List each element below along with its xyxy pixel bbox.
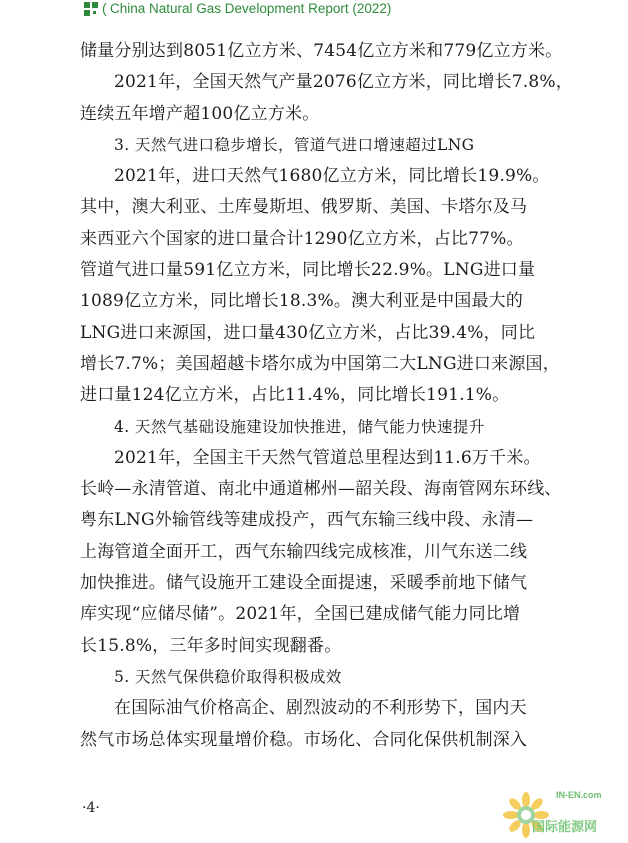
paragraph-line: 加快推进。储气设施开工建设全面提速，采暖季前地下储气 [80,573,528,594]
paragraph-line: 库实现“应储尽储”。2021年，全国已建成储气能力同比增 [80,604,521,625]
paragraph-line: 2021年，全国天然气产量2076亿立方米，同比增长7.8%， [114,72,573,93]
paragraph-line: 管道气进口量591亿立方米，同比增长22.9%。LNG进口量 [80,260,536,281]
section-heading: 3. 天然气进口稳步增长，管道气进口增速超过LNG [114,135,475,154]
paragraph-line: 在国际油气价格高企、剧烈波动的不利形势下，国内天 [114,698,527,719]
page-header [0,0,628,22]
watermark-name: 国际能源网 [532,820,598,835]
paragraph-line: 1089亿立方米，同比增长18.3%。澳大利亚是中国最大的 [80,291,524,312]
section-heading: 4. 天然气基础设施建设加快推进，储气能力快速提升 [114,417,485,436]
body-text [80,36,573,756]
report-title: China Natural Gas Development Report (2022) [110,1,392,16]
paragraph-line: 长岭—永清管道、南北中通道郴州—韶关段、海南管网东环线、 [80,479,562,500]
paragraph-line: 2021年，进口天然气1680亿立方米，同比增长19.9%。 [114,166,550,187]
watermark-logo [498,790,624,840]
paragraph-line: 来西亚六个国家的进口量合计1290亿立方米，占比77%。 [80,228,524,249]
paragraph-line: 粤东LNG外输管线等建成投产，西气东输三线中段、永清— [80,510,534,531]
paragraph-line: 2021年，全国主干天然气管道总里程达到11.6万千米。 [114,447,541,468]
page-number: ·4· [82,800,100,816]
paragraph-line: 储量分别达到8051亿立方米、7454亿立方米和779亿立方米。 [80,41,563,61]
paragraph-line: 上海管道全面开工，西气东输四线完成核准，川气东送二线 [80,541,528,562]
watermark-site: IN-EN.com [556,790,602,800]
paragraph-line: 进口量124亿立方米，占比11.4%，同比增长191.1%。 [80,385,510,406]
section-heading: 5. 天然气保供稳价取得积极成效 [114,667,342,686]
paragraph-line: 增长7.7%；美国超越卡塔尔成为中国第二大LNG进口来源国， [80,353,560,374]
paragraph-line: 长15.8%，三年多时间实现翻番。 [80,635,342,656]
paragraph-line: 然气市场总体实现量增价稳。市场化、合同化保供机制深入 [80,729,528,750]
header-separator: ( [102,0,107,16]
paragraph-line: LNG进口来源国，进口量430亿立方米，占比39.4%，同比 [80,322,536,343]
paragraph-line: 其中，澳大利亚、土库曼斯坦、俄罗斯、美国、卡塔尔及马 [80,197,528,218]
report-logo-icon [84,2,98,16]
paragraph-line: 连续五年增产超100亿立方米。 [80,103,320,124]
